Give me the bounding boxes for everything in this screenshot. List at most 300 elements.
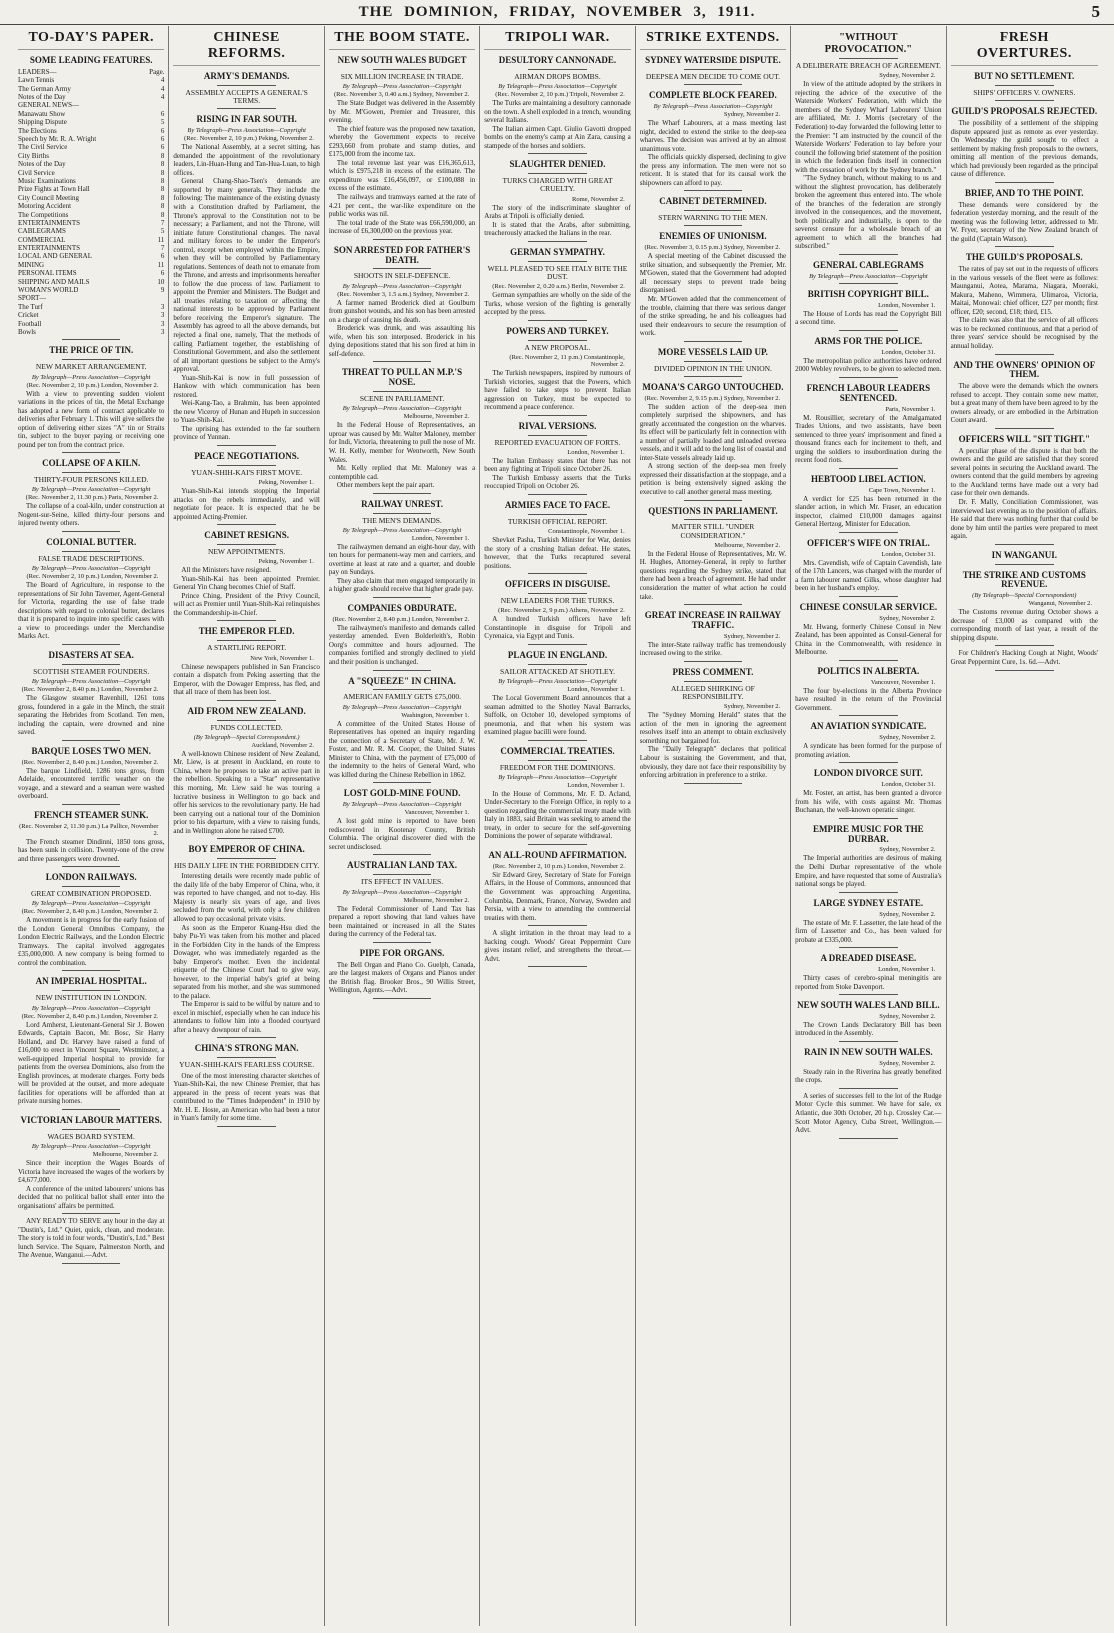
- article-divider: [684, 661, 743, 662]
- index-item-title: LOCAL AND GENERAL: [18, 252, 93, 261]
- article-paragraph: Yuan-Shih-Kai has been appointed Premier. General Yin Chang becomes Chief of Staff.: [173, 574, 320, 592]
- article-divider: [839, 715, 898, 716]
- column: [947, 26, 1102, 1626]
- divider: [62, 886, 121, 887]
- article-subheading: NEW MARKET ARRANGEMENT.: [35, 362, 147, 372]
- article-heading: THREAT TO PULL AN M.P.'S NOSE.: [342, 367, 463, 388]
- article-paragraph: The possibility of a settlement of the shipping dispute appeared just as remote as ever yesterday. On Wednesday the guild sought to effect a settlement by making fresh proposals to the owners, omitting all mention of the previous demands, which had previously been regarded as the principal cause of difference.: [950, 119, 1098, 179]
- index-item-page: 7: [160, 244, 165, 253]
- article-dateline: (Rec. November 2, 8.40 p.m.) London, November 2.: [332, 615, 470, 623]
- article-heading: AID FROM NEW ZEALAND.: [187, 705, 306, 716]
- article-heading: AUSTRALIAN LAND TAX.: [347, 860, 458, 871]
- index-item: [18, 227, 164, 235]
- divider: [528, 69, 587, 70]
- article-paragraph: The officials quickly dispersed, declining to give the press any information. The men were not so reticent. It is stated that for its causal work the shipowners can afford to pay.: [639, 153, 787, 187]
- article: [173, 531, 319, 621]
- article-paragraph: In the Federal House of Representatives, Mr. W. H. Hughes, Attorney-General, in reply to further questions regarding the Sydney strike, stated that there had been a breach of agreement. He had under consideration the matter of what action he could take.: [639, 549, 787, 601]
- index-item-page: 8: [160, 151, 165, 160]
- article: [795, 261, 941, 284]
- article-divider: [62, 970, 121, 971]
- article-paragraph: The sudden action of the deep-sea men completely surprised the shipowners, and has greatly accentuated the congestion on the wharves. Its effect will be particularly felt in connection with a number of partially loaded and unloaded oversea vessels, and it will add to the long list of coastal and inter-State vessels already laid up.: [639, 402, 787, 462]
- article-divider: [62, 804, 121, 805]
- index-item-page: 4: [160, 76, 165, 85]
- article-byline: By Telegraph—Press Association—Copyright: [31, 1004, 151, 1012]
- article-subheading: SAILOR ATTACKED AT SHOTLEY.: [500, 666, 615, 676]
- article-paragraph: Mr. Foster, an artist, has been granted a divorce from his wife, with costs against Mr. Thomas Buchanan, the well-known operatic singer.: [795, 789, 942, 815]
- article-paragraph: Lord Amherst, Lieutenant-General Sir J. Bowen Edwards, Captain Bacon, Mr. Bosc, Sir Harry Holland, and Dr. Harvey have raised a fund of £16,000 to erect in Vincent Square, Westminster, a well-equipped Imperial hospital to provide for patients from the oversea Dominions, also from the English provinces, at moderate charges. Forty beds will be provided at the outset, and more adequate facilities for operations will be afforded than at private nursing homes.: [18, 1020, 165, 1106]
- article-byline: By Telegraph—Press Association—Copyright: [31, 900, 151, 908]
- article-divider: [684, 341, 743, 342]
- article-subheading: SIX MILLION INCREASE IN TRADE.: [340, 71, 464, 81]
- article-byline: By Telegraph—Press Association—Copyright: [342, 526, 462, 534]
- divider: [373, 268, 432, 269]
- article-paragraph: A committee of the United States House of Representatives has opened an inquiry regarding the connection of a Secretary of State, Mr. J. W. Foster, and Mr. R. M. Cooper, the United States Minister to China, with the payment of £75,000 of the indemnity to the heirs of General Ward, who was killed during the Chinese Rebellion in 1862.: [328, 719, 476, 779]
- index-item-page: 4: [160, 84, 165, 93]
- article-byline: By Telegraph—Press Association—Copyright: [342, 801, 462, 809]
- index-item: [18, 202, 164, 210]
- article-divider: [528, 494, 587, 495]
- index-item: [18, 143, 164, 151]
- article-subheading: YUAN-SHIH-KAI'S FEARLESS COURSE.: [179, 1060, 315, 1070]
- divider: [839, 58, 898, 59]
- article-heading: PRESS COMMENT.: [672, 666, 754, 677]
- article: [795, 475, 941, 533]
- index-item: [18, 185, 164, 193]
- index-item: [18, 127, 164, 135]
- article-divider: [373, 854, 432, 855]
- article-paragraph: M. Rousillier, secretary of the Amalgamated Trades Unions, and two assistants, have been sentenced to three years' imprisonment and fined a thousand francs each for incitement to theft, and urging the soldiers to insubordination during the recent food riots.: [795, 413, 942, 465]
- article-divider: [373, 493, 432, 494]
- article-heading: COMMERCIAL TREATIES.: [500, 745, 615, 756]
- article-dateline: London, November 1.: [567, 448, 625, 456]
- article-heading: BARQUE LOSES TWO MEN.: [31, 745, 151, 756]
- article-divider: [217, 838, 276, 839]
- article-divider: [995, 182, 1054, 183]
- article-paragraph: Shevket Pasha, Turkish Minister for War, denies the story of a crushing Italian defeat. He states, however, that the Turks recaptured several positions.: [484, 536, 631, 570]
- article-paragraph: A slight irritation in the throat may lead to a hacking cough. Woods' Great Peppermint Cure gives instant relief, and strengthens the throat.—Advt.: [484, 929, 631, 963]
- article-divider: [62, 644, 121, 645]
- article-paragraph: The railwaymen's manifesto and demands called yesterday amended. Even Bolderleith's, Robin Oorg's committee and hours adjourned. The companies fortified and strongly declined to yield and their position is unchanged.: [328, 623, 476, 667]
- article: [951, 435, 1098, 545]
- article-divider: [217, 1126, 276, 1127]
- article: [484, 580, 630, 645]
- article-byline: By Telegraph—Press Association—Copyright: [187, 127, 306, 135]
- article-dateline: London, November 1.: [567, 781, 625, 789]
- article-heading: ARMS FOR THE POLICE.: [814, 335, 923, 346]
- article: [484, 327, 630, 416]
- divider: [217, 465, 276, 466]
- article: [173, 452, 319, 525]
- article: [173, 845, 319, 1038]
- article-paragraph: The Emperor is said to be wilful by nature and to excel in mischief, especially when he can induce his attendants to follow him into a flooded courtyard after a heavy downpour of rain.: [173, 1000, 320, 1034]
- index-item-page: [160, 294, 164, 302]
- article: [18, 747, 164, 805]
- page-number: 5: [1091, 2, 1100, 21]
- article-heading: SLAUGHTER DENIED.: [509, 159, 606, 170]
- article-divider: [839, 596, 898, 597]
- index-item-page: 8: [160, 168, 165, 177]
- article-subheading: DIVIDED OPINION IN THE UNION.: [653, 363, 772, 373]
- article-paragraph: The barque Lindfield, 1286 tons gross, from Adelaide, encountered terrific weather on the voyage, and a steward and a seaman were washed overboard.: [18, 766, 165, 801]
- article: [795, 722, 941, 763]
- article-paragraph: The above were the demands which the owners refused to accept. They contain some new matter, but a great many of them have been agreed to by the owners already, or are embodied in the Arbitration Court award.: [950, 382, 1098, 425]
- article: [795, 337, 941, 378]
- article-paragraph: Other members kept the pair apart.: [336, 481, 435, 490]
- article-dateline: (Rec. November 2, 11.30 p.m.) Paris, November 2.: [25, 494, 159, 502]
- index-item-title: Cricket: [18, 311, 39, 320]
- article: [795, 1001, 941, 1042]
- article-byline: By Telegraph—Press Association—Copyright: [31, 486, 151, 494]
- article-subheading: TURKS CHARGED WITH GREAT CRUELTY.: [502, 176, 613, 194]
- article-paragraph: Steady rain in the Riverina has greatly benefited the crops.: [795, 1067, 942, 1085]
- column: [325, 26, 480, 1626]
- index-item-title: GENERAL NEWS—: [18, 101, 79, 110]
- index-item: [18, 211, 164, 219]
- divider: [528, 760, 587, 761]
- article-dateline: Sydney, November 2.: [879, 846, 936, 854]
- article-divider: [62, 452, 121, 453]
- article-dateline: Cape Town, November 1.: [868, 486, 936, 494]
- article-paragraph: German sympathies are wholly on the side of the Turks, whose version of the fighting is generally accepted by the press.: [484, 291, 631, 317]
- article-paragraph: It is stated that the Arabs, after submitting, treacherously attacked the Italians in the rear.: [484, 220, 631, 238]
- article-dateline: London, November 1.: [567, 686, 625, 694]
- article-divider: [528, 320, 587, 321]
- index-item: [18, 76, 164, 84]
- article-paragraph: The "Daily Telegraph" declares that political Labour is sustaining the Government, and that, obviously, they dare not face their responsibility by enforcing arbitration in preference to a strike.: [639, 745, 787, 780]
- article: [173, 115, 319, 445]
- index-item-title: SHIPPING AND MAILS: [18, 277, 90, 286]
- index-item-page: 5: [160, 118, 165, 127]
- column: [791, 26, 946, 1626]
- article-paragraph: A syndicate has been formed for the purpose of promoting aviation.: [795, 742, 942, 759]
- article-dateline: Sydney, November 2.: [879, 910, 936, 918]
- article-heading: COMPLETE BLOCK FEARED.: [649, 90, 777, 101]
- divider: [62, 664, 121, 665]
- article-subheading: MATTER STILL "UNDER CONSIDERATION.": [671, 522, 755, 540]
- article: [18, 459, 164, 532]
- article-paragraph: The story of the indiscriminate slaughter of Arabs at Tripoli is officially denied.: [484, 203, 631, 221]
- article: [484, 501, 630, 574]
- index-item-title: ENTERTAINMENTS: [18, 244, 81, 253]
- divider: [217, 544, 276, 545]
- article-heading: THE EMPEROR FLED.: [198, 626, 295, 637]
- article-subheading: YUAN-SHIH-KAI'S FIRST MOVE.: [191, 467, 303, 477]
- article-divider: [528, 966, 587, 967]
- article-byline: By Telegraph—Press Association—Copyright: [31, 1143, 151, 1151]
- article-divider: [373, 942, 432, 943]
- article-dateline: London, October 31.: [881, 550, 936, 558]
- article-heading: CHINA'S STRONG MAN.: [194, 1043, 299, 1054]
- article-subheading: SHOOTS IN SELF-DEFENCE.: [353, 271, 451, 281]
- article-paragraph: They also claim that men engaged temporarily in a higher grade should receive that higher grade pay.: [328, 576, 476, 594]
- article-byline: (By Telegraph—Special Correspondent): [972, 592, 1077, 600]
- divider: [62, 359, 121, 360]
- article: [795, 667, 941, 716]
- article: [795, 769, 941, 818]
- index-item: [18, 252, 164, 260]
- article-paragraph: The Italian airmen Capt. Giulio Gavotti dropped bombs on the enemy's camp at Ain Zara, causing a stampede of the horses and soldiers.: [484, 124, 631, 150]
- index-item-title: Speech by Mr. R. A. Wright: [18, 135, 97, 144]
- article-divider: [839, 1138, 898, 1139]
- index-item-page: 8: [160, 202, 165, 211]
- article-paragraph: The collapse of a coal-kiln, under construction at Nogent-sur-Seine, killed thirty-four persons and injured twenty others.: [18, 502, 165, 528]
- article-subheading: ASSEMBLY ACCEPTS A GENERAL'S TERMS.: [185, 87, 308, 106]
- article-subheading: HIS DAILY LIFE IN THE FORBIDDEN CITY.: [174, 861, 320, 871]
- article-heading: FRENCH STEAMER SUNK.: [34, 809, 149, 820]
- article-byline: By Telegraph—Press Association—Copyright: [31, 373, 151, 381]
- article: [795, 290, 941, 331]
- article-paragraph: The Turks are maintaining a desultory cannonade on the town. A shell exploded in a trench, wounding several Italians.: [484, 99, 631, 125]
- article-divider: [373, 782, 432, 783]
- article-divider: [217, 108, 276, 109]
- article-subheading: THIRTY-FOUR PERSONS KILLED.: [34, 475, 149, 485]
- article-paragraph: The Turkish Embassy asserts that the Turks reoccupied Tripoli on October 26.: [484, 473, 631, 491]
- article-dateline: Sydney, November 2.: [723, 111, 781, 119]
- article-heading: BRIEF, AND TO THE POINT.: [965, 187, 1084, 198]
- article-divider: [217, 1037, 276, 1038]
- article-dateline: Washington, November 1.: [401, 711, 470, 719]
- column: [14, 26, 169, 1626]
- index-item: [18, 311, 164, 319]
- divider: [217, 720, 276, 721]
- article-heading: "WITHOUT PROVOCATION.": [824, 32, 913, 55]
- article: [484, 747, 630, 845]
- article-subheading: DEEPSEA MEN DECIDE TO COME OUT.: [645, 71, 780, 81]
- article-dateline: (Rec. November 2, 8.40 p.m.) London, November 2.: [21, 685, 159, 693]
- divider: [528, 514, 587, 515]
- article-paragraph: A series of successes fell to the lot of the Rudge Motor Cycle this summer. We have for sale, ex Atlantic, due 30th October, 20 h.p. Crossley Car.—Scott Motor Agency, Cuba Street, Wellington.—Advt.: [795, 1091, 942, 1135]
- index-item-page: 3: [160, 319, 165, 328]
- article: [329, 56, 475, 240]
- index-item-title: Bowls: [18, 328, 36, 336]
- article-paragraph: These demands were considered by the federation yesterday morning, and the result of the meeting was the following letter, addressed to Mr. W. Fryer, secretary of the New Zealand branch of the guild (Captain Watson).: [950, 200, 1098, 243]
- article-paragraph: The rates of pay set out in the requests of officers in the various vessels of the fleet were as follows: Maunganui, Aotea, Marama, Niagara, Moeraki, Makura, Maheno, Wimmera, Ulimaroa, Victoria, Maitai, Monowai: chief officer, £27 per month; first officer, £20; second, £18; third, £15.: [950, 265, 1098, 316]
- article-heading: SON ARRESTED FOR FATHER'S DEATH.: [333, 244, 471, 265]
- article: [951, 189, 1098, 248]
- article-paragraph: Dr. F. Mally, Conciliation Commissioner, was interviewed last evening as to the position of affairs. He said that there was nothing further that could be done by him until the parties were prepared to meet again.: [950, 498, 1098, 541]
- article-dateline: (Rec. November 2, 10 p.m.) Tripoli, November 2.: [495, 91, 625, 99]
- index-item: [18, 118, 164, 126]
- article-byline: By Telegraph—Press Association—Copyright: [809, 272, 928, 280]
- index-item-title: The Competitions: [18, 210, 69, 219]
- divider: [528, 593, 587, 594]
- article-divider: [839, 947, 898, 948]
- article-paragraph: Yuan-Shih-Kai is now in full possession of Hankow with which communication has been restored.: [173, 373, 320, 399]
- article-byline: By Telegraph—Press Association—Copyright: [498, 83, 617, 91]
- article-subheading: AIRMAN DROPS BOMBS.: [514, 71, 601, 81]
- article-divider: [373, 239, 432, 240]
- index-item-page: 6: [160, 269, 165, 278]
- article-heading: GERMAN SYMPATHY.: [510, 246, 605, 257]
- article: [640, 348, 786, 377]
- index-item-title: City Births: [18, 151, 49, 160]
- divider: [62, 990, 121, 991]
- article-dateline: Sydney, November 2.: [723, 632, 781, 640]
- article-divider: [373, 597, 432, 598]
- article: [951, 72, 1098, 101]
- index-item-title: The Civil Service: [18, 143, 68, 152]
- divider: [528, 173, 587, 174]
- index-item: [18, 177, 164, 185]
- index-item-title: Notes of the Day: [18, 160, 66, 169]
- article-heading: MOANA'S CARGO UNTOUCHED.: [642, 381, 784, 392]
- masthead-title: THE DOMINION, FRIDAY, NOVEMBER 3, 1911.: [358, 3, 756, 20]
- divider: [62, 551, 121, 552]
- article-divider: [684, 783, 743, 784]
- article: [484, 851, 630, 926]
- article-subheading: WELL PLEASED TO SEE ITALY BITE THE DUST.: [487, 263, 628, 281]
- article-dateline: Melbourne, November 2.: [403, 413, 470, 421]
- article-divider: [62, 531, 121, 532]
- article-divider: [995, 544, 1054, 545]
- article: [795, 954, 941, 995]
- article-subheading: NEW INSTITUTION IN LONDON.: [35, 993, 147, 1003]
- article-byline: By Telegraph—Press Association—Copyright: [31, 677, 151, 685]
- article-divider: [684, 500, 743, 501]
- column-title: THE BOOM STATE.: [329, 26, 475, 50]
- columns-container: [14, 26, 1102, 1626]
- article-paragraph: The chief feature was the proposed new taxation, whereby the Government expects to receive £293,660 from probate and stamp duties, and £175,000 from the income tax.: [328, 124, 476, 159]
- article-divider: [528, 644, 587, 645]
- article: [951, 107, 1098, 183]
- article-divider: [373, 998, 432, 999]
- article: [329, 500, 475, 598]
- article-heading: AN IMPERIAL HOSPITAL.: [35, 976, 147, 987]
- article: [484, 56, 630, 154]
- index-item-title: The Turf: [18, 302, 43, 311]
- index-item-page: 6: [160, 135, 165, 144]
- article-paragraph: The House of Lords has read the Copyright Bill a second time.: [795, 309, 942, 327]
- article-paragraph: A well-known Chinese resident of New Zealand, Mr. Liew, is at present in Auckland, en route to China, where he proposes to take an active part in the rebellion. Speaking to a "Star" representative this morning, Mr. Liew said he was touring a lucrative business in Wellington to go back and offer his services to the revolutionary party. He had been carrying out a national tour of the Dominion prior to his departure, with a view to raising funds, and in Wellington alone he raised £700.: [173, 749, 320, 835]
- index-item-title: The Elections: [18, 126, 57, 135]
- article-heading: VICTORIAN LABOUR MATTERS.: [20, 1114, 162, 1125]
- article-divider: [528, 153, 587, 154]
- article-paragraph: A lost gold mine is reported to have been rediscovered in Kootenay County, British Columbia. The original discoverer died with the secret undisclosed.: [328, 817, 476, 851]
- index-item-title: CABLEGRAMS: [18, 227, 66, 236]
- index-item-title: COMMERCIAL: [18, 235, 66, 244]
- divider: [684, 519, 743, 520]
- article: [18, 56, 164, 340]
- article-heading: MORE VESSELS LAID UP.: [657, 346, 768, 357]
- article-dateline: Auckland, November 2.: [251, 741, 314, 749]
- article-paragraph: The Local Government Board announces that a seaman admitted to the Shotley Naval Barracks, Suffolk, on October 10, developed symptoms of pneumonia, and that when his system was examined plague bacilli were found.: [484, 694, 631, 737]
- article-heading: THE STRIKE AND CUSTOMS REVENUE.: [962, 569, 1086, 590]
- index-item-page: 7: [160, 218, 165, 227]
- article-divider: [995, 564, 1054, 565]
- divider: [684, 361, 743, 362]
- article: [795, 32, 941, 255]
- index-item-title: Manawatu Show: [18, 109, 66, 118]
- article-dateline: London, October 31.: [881, 781, 936, 789]
- index-item-page: 8: [160, 176, 165, 185]
- article-heading: ARMY'S DEMANDS.: [203, 71, 290, 81]
- article: [18, 538, 164, 645]
- article-dateline: (Rec. November 3, 1.5 a.m.) Sydney, November 2.: [337, 290, 470, 298]
- article-paragraph: Prince Ching, President of the Privy Council, will act as Premier until Yuan-Shih-Kai relinquishes the Commandership-in-Chief.: [173, 591, 320, 617]
- article-subheading: WAGES BOARD SYSTEM.: [47, 1131, 135, 1141]
- article: [484, 929, 630, 967]
- article-paragraph: With a view to preventing sudden violent variations in the prices of tin, the Metal Exchange has adopted a new form of contract applicable to deliveries after February 1. This will give sellers the option of delivering either sizes "A" tin or Straits tin, subject to the buyer paying or receiving one pound per ton from the contract price.: [18, 389, 165, 449]
- article-divider: [839, 660, 898, 661]
- index-item-page: 8: [160, 185, 165, 194]
- article: [640, 611, 786, 662]
- index-item-title: Shipping Dispute: [18, 118, 67, 127]
- article-divider: [995, 100, 1054, 101]
- article: [640, 383, 786, 501]
- article-dateline: (Rec. November 2, 9.15 p.m.) Sydney, November 2.: [644, 394, 781, 402]
- index-item: [18, 294, 164, 302]
- article-dateline: New York, November 1.: [250, 654, 314, 662]
- article-subheading: ALLEGED SHIRKING OF RESPONSIBILITY.: [671, 683, 755, 702]
- article-paragraph: A farmer named Broderick died at Goulburn from gunshot wounds, and his son has been arrested on a charge of causing his death.: [328, 298, 476, 324]
- article: [484, 160, 630, 242]
- divider: [217, 640, 276, 641]
- article-paragraph: ANY READY TO SERVE any hour in the day at "Dustin's, Ltd." Quiet, quick, clean, and moderate. The story is told in four words, "Dustin's, Ltd." Best lunch Service. The Square, Palmerston North, and The Avenue, Wanganui.—Advt.: [18, 1217, 165, 1260]
- article-paragraph: A movement is in progress for the early fusion of the London General Omnibus Company, the London Electric Railways, and the London Electric Tramways. The capital involved aggregates £35,000,000. A new company is being formed to control the combination.: [18, 916, 165, 967]
- contents-index: [18, 68, 164, 337]
- article-paragraph: Interesting details were recently made public of the daily life of the baby Emperor of China, who, it was reported to have changed, and not to-day. His Majesty is nearly six years of age, and lives secluded from the world, with only a few children allowed to pay occasional private visits.: [173, 872, 320, 923]
- article: [329, 949, 475, 999]
- article-paragraph: Chinese newspapers published in San Francisco contain a dispatch from Peking asserting that the Emperor, with the Dowager Empress, has fled, and that all trace of them has been lost.: [173, 662, 320, 697]
- article-paragraph: In the Federal House of Representatives, an uproar was caused by Mr. Walter Maloney, member for Indi, Victoria, threatening to pull the nose of Mr. W. H. Kelly, member for Wentworth, New South Wales.: [328, 421, 476, 464]
- index-item-title: Football: [18, 319, 42, 328]
- article-paragraph: The Federal Commissioner of Land Tax has prepared a report showing that land values have been maintained or increased in all the States during the currency of the Federal tax.: [328, 904, 476, 939]
- article-paragraph: Yuan-Shih-Kai intends stopping the Imperial attacks on the rebels immediately, and will negotiate for peace. It is expected that he be appointed Acting-Premier.: [173, 487, 320, 521]
- article-heading: BRITISH COPYRIGHT BILL.: [807, 288, 929, 299]
- article-paragraph: In the House of Commons, Mr. F. D. Acland, Under-Secretary to the Foreign Office, in reply to a question regarding the commercial treaty made with Italy in 1883, said Britain was seeking to amend the treaty, in order to secure for the self-governing Dominions the power of separate withdrawal.: [484, 789, 631, 841]
- divider: [684, 681, 743, 682]
- article-byline: By Telegraph—Press Association—Copyright: [342, 83, 462, 91]
- article: [795, 603, 941, 661]
- article-subheading: FUNDS COLLECTED.: [210, 722, 283, 732]
- index-item-page: 8: [160, 160, 165, 169]
- article-heading: LONDON DIVORCE SUIT.: [813, 768, 923, 779]
- index-item-page: 6: [160, 143, 165, 152]
- article-divider: [839, 994, 898, 995]
- article-heading: COMPANIES OBDURATE.: [347, 603, 457, 613]
- article-divider: [839, 377, 898, 378]
- article-subheading: FREEDOM FOR THE DOMINIONS.: [499, 762, 616, 772]
- article-heading: GENERAL CABLEGRAMS: [812, 259, 924, 270]
- article-heading: A DREADED DISEASE.: [820, 953, 917, 964]
- article-subheading: REPORTED EVACUATION OF FORTS.: [494, 437, 621, 447]
- article: [951, 571, 1098, 647]
- article-heading: THE PRICE OF TIN.: [49, 345, 134, 356]
- article-divider: [839, 892, 898, 893]
- index-item-title: City Council Meeting: [18, 193, 80, 202]
- divider: [995, 85, 1054, 86]
- article-heading: CHINESE CONSULAR SERVICE.: [799, 601, 938, 612]
- article-dateline: London, November 1.: [878, 965, 936, 973]
- article-divider: [528, 844, 587, 845]
- article-heading: NEW SOUTH WALES BUDGET: [337, 55, 467, 65]
- article-byline: By Telegraph—Press Association—Copyright: [342, 888, 462, 896]
- article-divider: [217, 620, 276, 621]
- article-heading: OFFICERS WILL "SIT TIGHT.": [958, 433, 1090, 444]
- article-paragraph: "The Sydney branch, without making to us and without the slightest provocation, has deliberately broken the agreement thus entered into. The whole of the branches of the federation are strongly involved in the consequences, and the movement, both politically and industrially, is open to the severest censure for a wholesale breach of an agreement to which all the branches had subscribed.": [795, 174, 942, 251]
- article: [640, 197, 786, 226]
- article: [18, 1116, 164, 1214]
- article-heading: THE GUILD'S PROPOSALS.: [965, 252, 1083, 263]
- article-dateline: Melbourne, November 2.: [92, 1151, 159, 1159]
- article-divider: [62, 1263, 121, 1264]
- article-divider: [62, 740, 121, 741]
- article: [640, 232, 786, 341]
- article-heading: A "SQUEEZE" IN CHINA.: [348, 675, 456, 686]
- article-heading: OFFICER'S WIFE ON TRIAL.: [807, 537, 930, 548]
- article-paragraph: A strong section of the deep-sea men freely expressed their dissatisfaction at the stoppage, and a petition is being extensively signed asking the executive to call another general mass meeting.: [639, 462, 787, 496]
- index-item-page: 5: [160, 227, 165, 236]
